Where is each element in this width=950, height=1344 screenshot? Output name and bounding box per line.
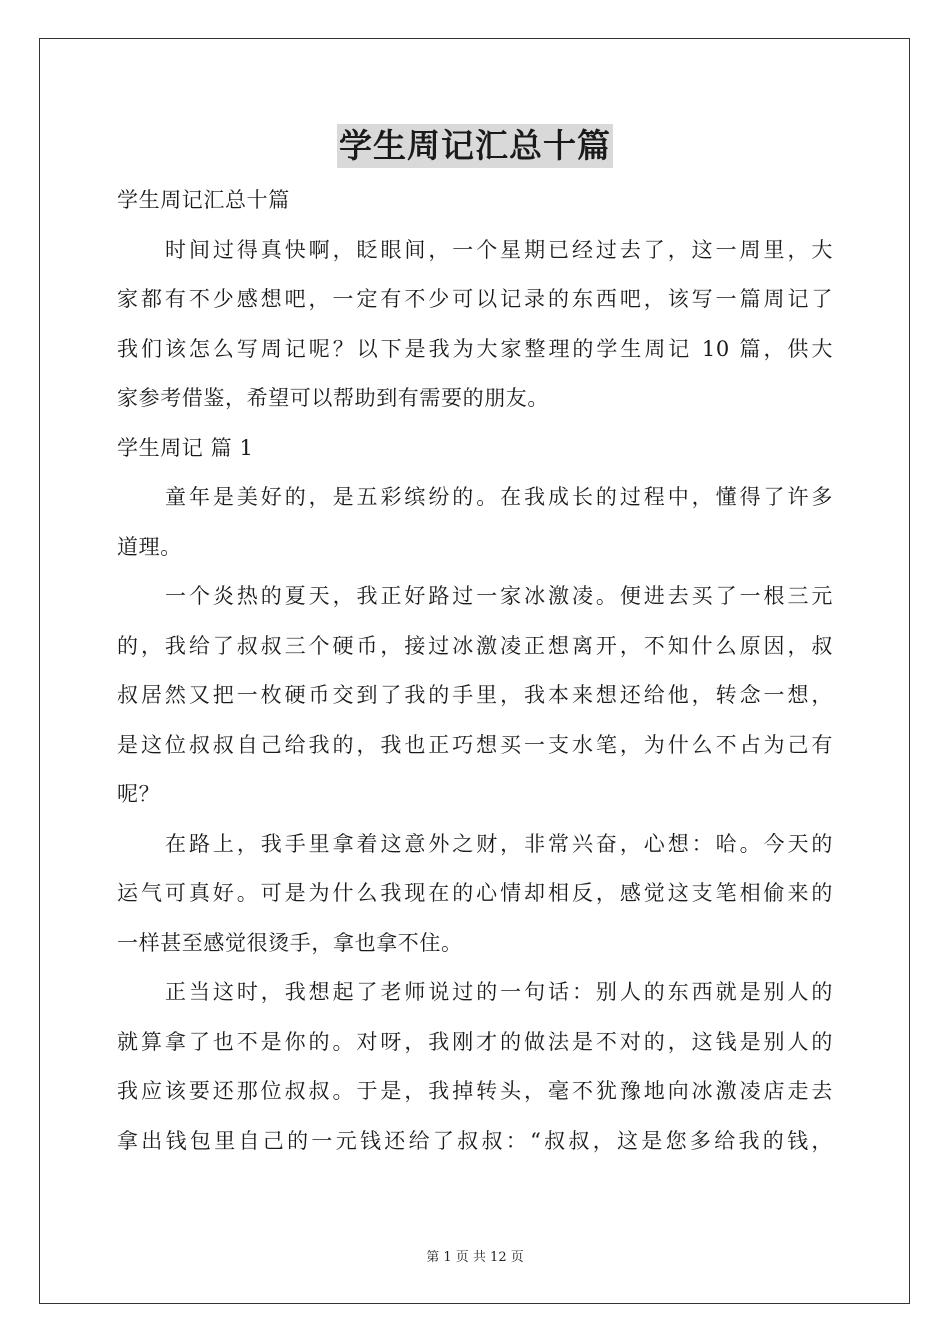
document-title: 学生周记汇总十篇	[337, 124, 613, 168]
text-line: 在路上，我手里拿着这意外之财，非常兴奋，心想：哈。今天的	[165, 831, 833, 856]
text-line: 拿出钱包里自己的一元钱还给了叔叔：“叔叔，这是您多给我的钱，	[117, 1128, 833, 1153]
text-line: 家参考借鉴，希望可以帮助到有需要的朋友。	[117, 386, 549, 410]
text-line: 正当这时，我想起了老师说过的一句话：别人的东西就是别人的	[165, 980, 833, 1004]
text-line: 家都有不少感想吧，一定有不少可以记录的东西吧，该写一篇周记了	[117, 287, 833, 311]
text-line: 呢？	[117, 782, 161, 806]
text-line: 一个炎热的夏天，我正好路过一家冰激凌。便进去买了一根三元	[165, 584, 833, 608]
page-footer: 第 1 页 共 12 页	[426, 1250, 524, 1265]
text-line: 童年是美好的，是五彩缤纷的。在我成长的过程中，懂得了许多	[165, 485, 833, 509]
text-line: 我们该怎么写周记呢？以下是我为大家整理的学生周记 10 篇，供大	[117, 336, 833, 361]
document-body	[117, 176, 833, 1166]
text-line: 就算拿了也不是你的。对呀，我刚才的做法是不对的，这钱是别人的	[117, 1029, 833, 1054]
text-line: 运气可真好。可是为什么我现在的心情却相反，感觉这支笔相偷来的	[117, 881, 833, 905]
text-line: 时间过得真快啊，眨眼间，一个星期已经过去了，这一周里，大	[165, 237, 833, 262]
text-line: 的，我给了叔叔三个硬币，接过冰激凌正想离开，不知什么原因，叔	[117, 633, 833, 658]
text-line: 是这位叔叔自己给我的，我也正巧想买一支水笔，为什么不占为己有	[117, 732, 833, 757]
text-line: 道理。	[117, 534, 182, 559]
text-line: 我应该要还那位叔叔。于是，我掉转头，毫不犹豫地向冰激凌店走去	[117, 1079, 833, 1103]
title-area	[0, 124, 950, 168]
text-line: 一样甚至感觉很烫手，拿也拿不住。	[117, 930, 463, 955]
text-line: 叔居然又把一枚硬币交到了我的手里，我本来想还给他，转念一想，	[117, 683, 833, 707]
section-heading: 学生周记 篇 1	[117, 435, 254, 460]
subtitle-line: 学生周记汇总十篇	[117, 188, 290, 212]
